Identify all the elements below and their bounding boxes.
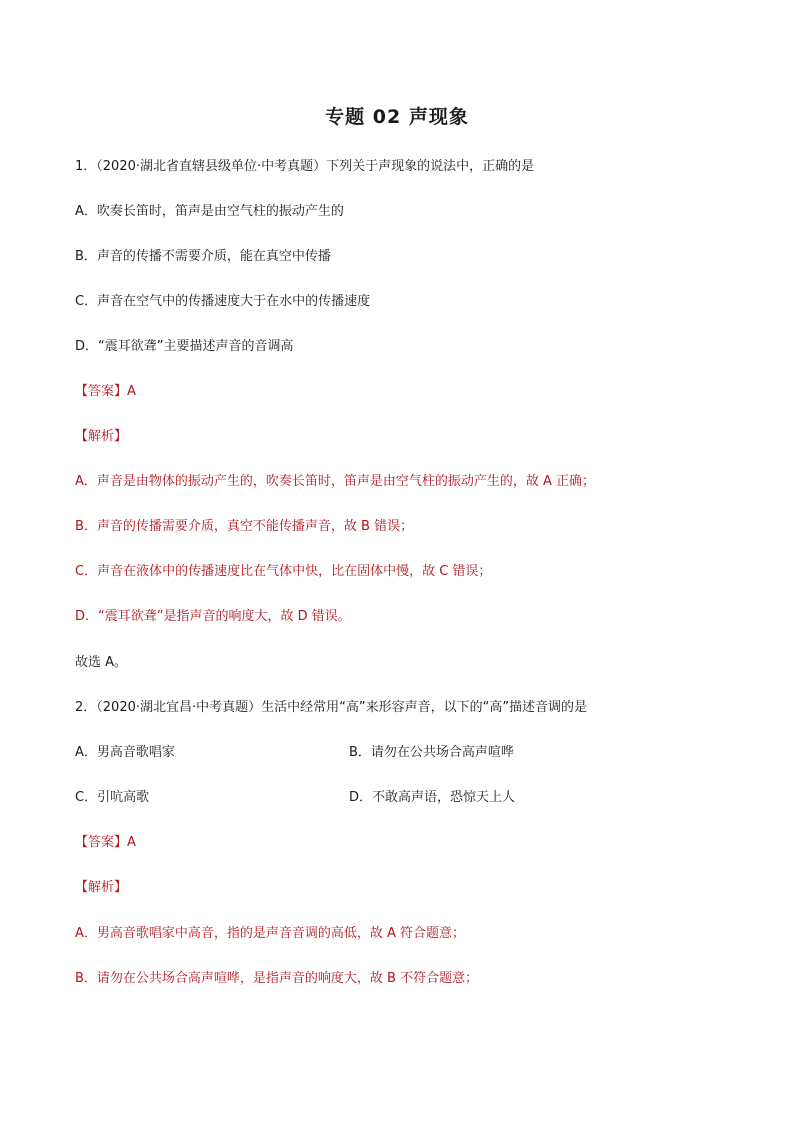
question-2-option-c: C．引吭高歌 [75, 790, 150, 805]
question-2-stem: 2．（2020·湖北宜昌·中考真题）生活中经常用“高”来形容声音，以下的“高”描述音调的是 [75, 700, 588, 715]
question-1-analysis-b: B．声音的传播需要介质，真空不能传播声音，故 B 错误； [75, 519, 414, 534]
question-1-option-d: D．“震耳欲聋”主要描述声音的音调高 [75, 339, 294, 354]
question-2-analysis-label: 【解析】 [75, 880, 128, 895]
question-2-option-a: A．男高音歌唱家 [75, 745, 175, 760]
question-1-option-a: A．吹奏长笛时，笛声是由空气柱的振动产生的 [75, 204, 344, 219]
question-2-option-d: D．不敢高声语，恐惊天上人 [349, 790, 516, 805]
question-1-answer: 【答案】A [75, 384, 136, 399]
question-2-analysis-b: B．请勿在公共场合高声喧哗，是指声音的响度大，故 B 不符合题意； [75, 971, 479, 986]
question-1-analysis-c: C．声音在液体中的传播速度比在气体中快，比在固体中慢，故 C 错误； [75, 564, 492, 579]
question-1-conclusion: 故选 A。 [75, 655, 128, 670]
question-2-answer: 【答案】A [75, 835, 136, 850]
question-1-analysis-label: 【解析】 [75, 429, 128, 444]
question-2-analysis-a: A．男高音歌唱家中高音，指的是声音音调的高低，故 A 符合题意； [75, 926, 466, 941]
question-1-analysis-d: D．“震耳欲聋”是指声音的响度大，故 D 错误。 [75, 609, 351, 624]
question-1-stem: 1．（2020·湖北省直辖县级单位·中考真题）下列关于声现象的说法中，正确的是 [75, 159, 535, 174]
question-2-option-b: B．请勿在公共场合高声喧哗 [349, 745, 514, 760]
page-title: 专题 02 声现象 [325, 106, 469, 128]
question-1-option-b: B．声音的传播不需要介质，能在真空中传播 [75, 249, 331, 264]
question-1-analysis-a: A．声音是由物体的振动产生的，吹奏长笛时，笛声是由空气柱的振动产生的，故 A 正确； [75, 474, 596, 489]
question-1-option-c: C．声音在空气中的传播速度大于在水中的传播速度 [75, 294, 371, 309]
